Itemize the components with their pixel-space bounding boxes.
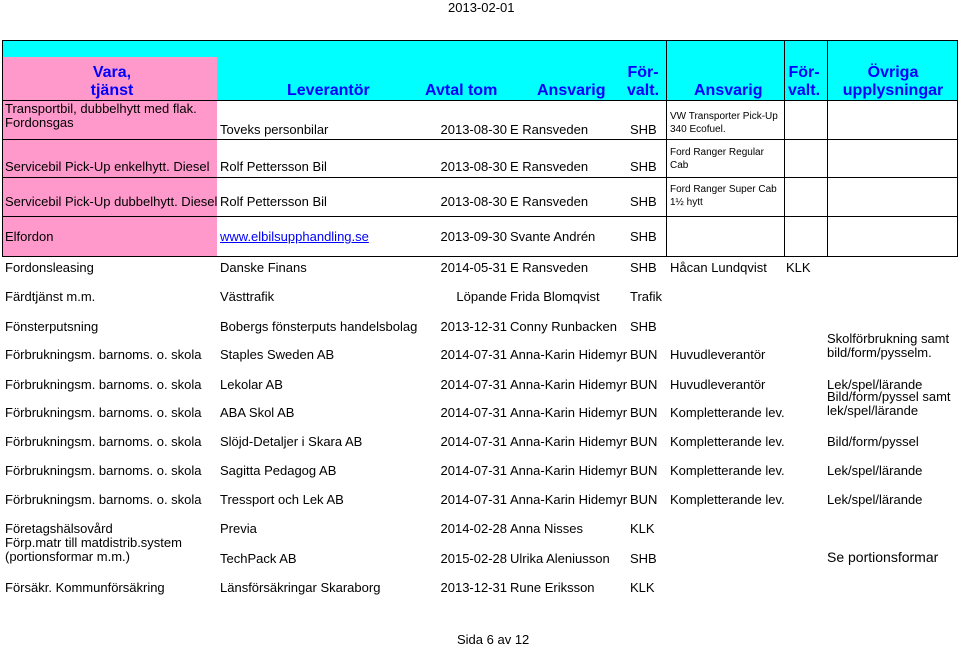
row-avtal: Löpande (456, 289, 507, 304)
row-vara: Förbrukningsm. barnoms. o. skola (5, 434, 202, 449)
row-avtal: 2013-12-31 (440, 580, 507, 595)
row-avtal: 2014-07-31 (440, 434, 507, 449)
row-avtal: 2014-07-31 (440, 347, 507, 362)
row-leverantor: Slöjd-Detaljer i Skara AB (220, 434, 363, 449)
row-avtal: 2013-12-31 (440, 319, 507, 334)
row-ovriga: Lek/spel/lärande (827, 377, 923, 392)
row-ansvarig-2: Håcan Lundqvist (670, 260, 767, 275)
header-forvalt: För- valt. (627, 64, 660, 99)
row-ansvarig-2: Ford Ranger Regular Cab (670, 147, 764, 171)
row-ansvarig: Anna-Karin Hidemyr (510, 434, 628, 449)
row-ansvarig-2: VW Transporter Pick-Up 340 Ecofuel. (670, 111, 778, 135)
row-ansvarig: Ulrika Aleniusson (510, 551, 610, 566)
row-leverantor: Lekolar AB (220, 377, 283, 392)
row-avtal: 2014-02-28 (440, 521, 507, 536)
row-ansvarig: Conny Runbacken (510, 319, 617, 334)
row-ansvarig-2: Huvudleverantör (670, 347, 766, 362)
row-ansvarig: Anna-Karin Hidemyr (510, 405, 628, 420)
row-ansvarig: Anna-Karin Hidemyr (510, 377, 628, 392)
row-vara: Försäkr. Kommunförsäkring (5, 580, 165, 595)
row-avtal: 2013-09-30 (440, 229, 507, 244)
row-vara: Färdtjänst m.m. (5, 289, 96, 304)
row-forvalt: BUN (630, 492, 658, 507)
row-vara: Fönsterputsning (5, 319, 99, 334)
row-avtal: 2014-07-31 (440, 377, 507, 392)
row-forvalt-2: KLK (786, 260, 811, 275)
row-forvalt: Trafik (630, 289, 663, 304)
row-ovriga: Skolförbrukning samt bild/form/pysselm. (827, 331, 950, 360)
row-leverantor: Previa (220, 521, 257, 536)
row-leverantor: ABA Skol AB (220, 405, 295, 420)
row-forvalt: BUN (630, 434, 658, 449)
row-leverantor: Danske Finans (220, 260, 307, 275)
row-ansvarig-2: Kompletterande lev. (670, 463, 785, 478)
row-vara: Företagshälsovård (5, 521, 113, 536)
row-vara: Förbrukningsm. barnoms. o. skola (5, 377, 202, 392)
row-leverantor: Toveks personbilar (220, 122, 329, 137)
row-avtal: 2013-08-30 (440, 194, 507, 209)
header-leverantor: Leverantör (287, 82, 370, 99)
elbil-link[interactable]: www.elbilsupphandling.se (220, 229, 369, 244)
page-date: 2013-02-01 (448, 0, 515, 15)
header-ansvarig-2: Ansvarig (694, 82, 763, 99)
row-ovriga: Bild/form/pyssel (827, 434, 919, 449)
row-vara: Servicebil Pick-Up dubbelhytt. Diesel (5, 194, 218, 209)
row-ovriga: Se portionsformar (827, 549, 939, 565)
row-vara: Förbrukningsm. barnoms. o. skola (5, 463, 202, 478)
header-ansvarig: Ansvarig (537, 82, 606, 99)
contract-sheet (2, 40, 958, 600)
row-vara: Servicebil Pick-Up enkelhytt. Diesel (5, 159, 210, 174)
row-forvalt: BUN (630, 463, 658, 478)
row-avtal: 2014-07-31 (440, 405, 507, 420)
row-avtal: 2014-07-31 (440, 492, 507, 507)
row-forvalt: SHB (630, 319, 657, 334)
row-forvalt: SHB (630, 159, 657, 174)
row-vara: Förbrukningsm. barnoms. o. skola (5, 405, 202, 420)
row-ansvarig-2: Kompletterande lev. (670, 434, 785, 449)
row-ansvarig: Rune Eriksson (510, 580, 595, 595)
row-ansvarig: Svante Andrén (510, 229, 596, 244)
row-forvalt: SHB (630, 551, 657, 566)
row-ansvarig: Frida Blomqvist (510, 289, 600, 304)
row-leverantor: Länsförsäkringar Skaraborg (220, 580, 381, 595)
row-forvalt: SHB (630, 229, 657, 244)
row-forvalt: KLK (630, 521, 655, 536)
row-forvalt: SHB (630, 122, 657, 137)
row-ansvarig: E Ransveden (510, 260, 589, 275)
row-leverantor: Sagitta Pedagog AB (220, 463, 337, 478)
row-leverantor: Staples Sweden AB (220, 347, 335, 362)
row-avtal: 2013-08-30 (440, 159, 507, 174)
row-ansvarig: Anna-Karin Hidemyr (510, 463, 628, 478)
row-leverantor: Rolf Pettersson Bil (220, 194, 327, 209)
row-ansvarig: E Ransveden (510, 159, 589, 174)
row-ansvarig-2: Huvudleverantör (670, 377, 766, 392)
row-leverantor: Rolf Pettersson Bil (220, 159, 327, 174)
row-avtal: 2014-07-31 (440, 463, 507, 478)
row-vara: Elfordon (5, 229, 54, 244)
row-ansvarig: Anna Nisses (510, 521, 583, 536)
row-ansvarig-2: Kompletterande lev. (670, 405, 785, 420)
row-vara: Fordonsleasing (5, 260, 94, 275)
header-vara: Vara, tjänst (90, 64, 134, 99)
row-vara: Förbrukningsm. barnoms. o. skola (5, 492, 202, 507)
row-forvalt: BUN (630, 377, 658, 392)
row-ovriga: Lek/spel/lärande (827, 463, 923, 478)
row-leverantor: TechPack AB (220, 551, 297, 566)
row-forvalt: SHB (630, 260, 657, 275)
row-forvalt: BUN (630, 405, 658, 420)
row-ansvarig: E Ransveden (510, 194, 589, 209)
row-ovriga: Bild/form/pyssel samt lek/spel/lärande (827, 389, 951, 418)
row-forvalt: BUN (630, 347, 658, 362)
row-vara: Förp.matr till matdistrib.system (portionsformar m.m.) (5, 535, 182, 564)
header-avtal-tom: Avtal tom (425, 82, 498, 99)
row-forvalt: SHB (630, 194, 657, 209)
row-vara: Förbrukningsm. barnoms. o. skola (5, 347, 202, 362)
row-avtal: 2014-05-31 (440, 260, 507, 275)
row-vara: Transportbil, dubbelhytt med flak. Fordonsgas (5, 101, 197, 130)
row-avtal: 2015-02-28 (440, 551, 507, 566)
row-ansvarig: E Ransveden (510, 122, 589, 137)
row-ovriga: Lek/spel/lärande (827, 492, 923, 507)
row-leverantor[interactable] (220, 230, 369, 244)
row-leverantor: Västtrafik (220, 289, 275, 304)
row-forvalt: KLK (630, 580, 655, 595)
row-avtal: 2013-08-30 (440, 122, 507, 137)
row-ansvarig: Anna-Karin Hidemyr (510, 347, 628, 362)
row-ansvarig: Anna-Karin Hidemyr (510, 492, 628, 507)
row-ansvarig-2: Ford Ranger Super Cab 1½ hytt (670, 184, 777, 208)
row-leverantor: Bobergs fönsterputs handelsbolag (220, 319, 418, 334)
page-number: Sida 6 av 12 (457, 632, 530, 647)
header-ovriga: Övriga upplysningar (842, 64, 944, 99)
header-forvalt-2: För- valt. (788, 64, 821, 99)
row-leverantor: Tressport och Lek AB (220, 492, 344, 507)
row-ansvarig-2: Kompletterande lev. (670, 492, 785, 507)
